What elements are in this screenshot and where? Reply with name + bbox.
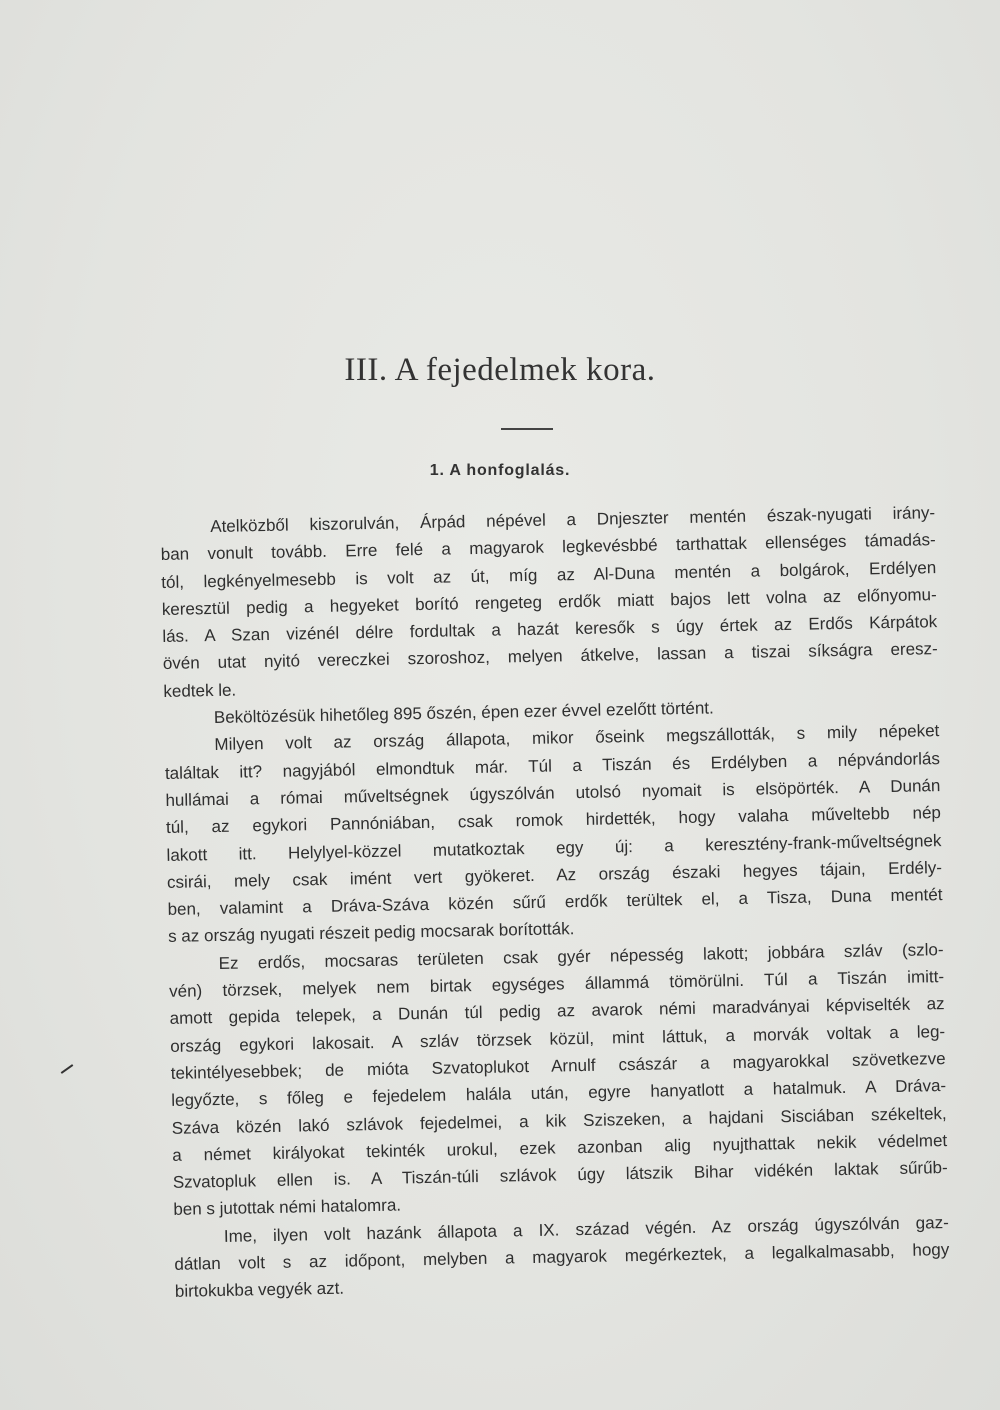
text-line: tekintélyesebbek; de mióta Szvatoplukot Arnulf császár a magyarokkal szövetkezve [170, 1048, 946, 1083]
section-title: 1. A honfoglalás. [429, 462, 571, 479]
text-line: hullámai a római műveltségnek úgyszólván utolsó nyomait is elsöpörték. A Dunán [165, 776, 941, 810]
text-line: amott gepida telepek, a Dunán túl pedig az avarok némi maradványai képviselték az [169, 994, 945, 1029]
text-line: Ez erdős, mocsaras területen csak gyér népesség lakott; jobbára szláv (szlo- [218, 939, 944, 973]
text-line: lás. A Szan vizénél délre fordultak a hazát keresők s úgy értek az Erdős Kárpátok [162, 612, 938, 647]
text-line: találtak itt? nagyjából elmondtuk már. Túl a Tiszán és Erdélyben a népvándorlás [164, 748, 941, 783]
text-line: Milyen volt az ország állapota, mikor őseink megszállották, s mily népeket [214, 721, 940, 755]
text-line: túl, az egykori Pannóniában, csak romok hirdették, hogy valaha műveltebb nép [165, 803, 942, 838]
text-line: ország egykori lakosait. A szláv törzsek közül, mint láttuk, a morvák voltak a leg- [170, 1021, 946, 1056]
text-line: ben, valamint a Dráva-Száva közén sűrű erdők terültek el, a Tisza, Duna mentét [167, 885, 943, 920]
text-line: Atelközből kiszorulván, Árpád népével a Dnjeszter mentén észak-nyugati irány- [210, 503, 936, 537]
text-line: tól, legkényelmesebb is volt az út, míg az Al-Duna mentén a bolgárok, Erdélyen [161, 557, 937, 592]
text-line: csirái, mely csak imént vert gyökeret. Az ország északi hegyes tájain, Erdély- [166, 857, 943, 892]
text-line: s az ország nyugati részeit pedig mocsarak borították. [167, 919, 575, 947]
text-line: a német királyokat tekinték urokul, ezek azonban alig nyujthattak nekik védelmet [172, 1130, 948, 1165]
chapter-title: III. A fejedelmek kora. [344, 352, 656, 388]
body-text [160, 499, 950, 1305]
margin-mark [61, 1064, 74, 1074]
text-line: keresztül pedig a hegyeket borító rengeteg erdők miatt bajos lett volna az előnyomu- [161, 584, 937, 619]
text-line: legyőzte, s főleg e fejedelem halála után, egyre hanyatlott a hatalmuk. A Dráva- [171, 1076, 947, 1111]
text-line: övén utat nyitó vereczkei szoroshoz, melyen átkelve, lassan a tiszai síkságra eresz- [162, 639, 938, 674]
text-line: ben s jutottak némi hatalomra. [173, 1195, 402, 1220]
text-line: dátlan volt s az időpont, melyben a magyarok megérkeztek, a legalkalmasabb, hogy [174, 1240, 950, 1274]
text-line: birtokukba vegyék azt. [174, 1278, 345, 1302]
text-line: ban vonult tovább. Erre felé a magyarok legkevésbbé tarthattak ellenséges támadás- [160, 530, 936, 565]
text-line: kedtek le. [163, 680, 237, 701]
text-line: Szvatopluk ellen is. A Tiszán-túli szlávok úgy látszik Bihar vidékén laktak sűrűb- [172, 1158, 948, 1192]
text-line: lakott itt. Helylyel-közzel mutatkoztak egy új: a keresztény-frank-műveltségnek [166, 830, 942, 865]
title-divider [501, 428, 553, 430]
text-line: Ime, ilyen volt hazánk állapota a IX. század végén. Az ország úgyszólván gaz- [223, 1212, 949, 1246]
text-line: vén) törzsek, melyek nem birtak egységes állammá tömörülni. Túl a Tiszán imitt- [168, 967, 945, 1001]
text-line: Száva közén lakó szlávok fejedelmei, a kik Sziszeken, a hajdani Sisciában székeltek, [171, 1103, 947, 1138]
text-line: Beköltözésük hihetőleg 895 őszén, épen ezer évvel ezelőtt történt. [213, 698, 714, 728]
